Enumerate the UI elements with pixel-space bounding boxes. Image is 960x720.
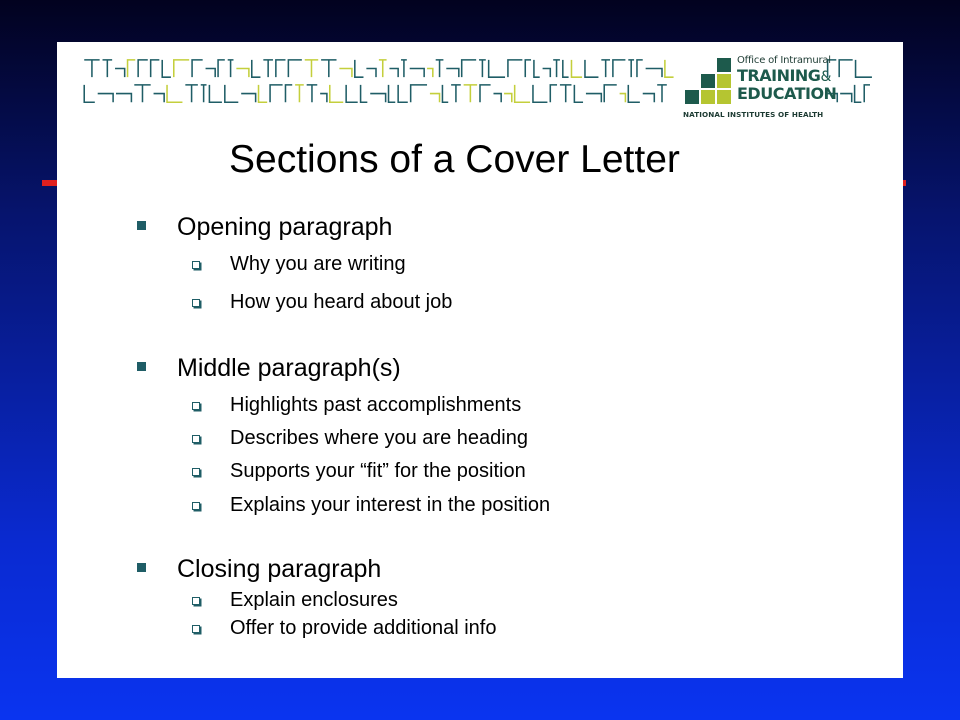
pattern-stroke: [411, 85, 427, 102]
pattern-stroke: [604, 85, 617, 102]
pattern-stroke: [370, 94, 385, 103]
pattern-stroke: [657, 85, 667, 102]
pattern-stroke: [201, 85, 207, 102]
pattern-stroke: [574, 85, 583, 102]
logo-wordmark: [737, 54, 836, 102]
logo-ampersand: &: [820, 69, 831, 85]
pattern-stroke: [162, 60, 171, 77]
pattern-stroke: [665, 60, 674, 77]
pattern-stroke: [534, 60, 540, 77]
pattern-stroke: [98, 94, 113, 103]
pattern-stroke: [489, 60, 505, 77]
logo-squares-icon: [683, 56, 733, 106]
pattern-stroke: [295, 85, 304, 102]
pattern-stroke: [270, 85, 283, 102]
pattern-stroke: [515, 85, 530, 102]
list-item-text: Offer to provide additional info: [230, 617, 497, 639]
list-item-text: Explains your interest in the position: [230, 494, 551, 516]
hollow-square-bullet-icon: [192, 502, 200, 510]
pattern-stroke: [84, 85, 95, 102]
pattern-stroke: [225, 85, 238, 102]
pattern-stroke: [585, 60, 598, 77]
list-item: [230, 394, 521, 417]
pattern-stroke: [321, 60, 336, 77]
square-bullet-icon: [137, 221, 146, 230]
section-heading-text: Middle paragraph(s): [177, 354, 401, 382]
pattern-stroke: [493, 94, 501, 103]
hollow-square-bullet-icon: [192, 625, 200, 633]
pattern-stroke: [601, 60, 610, 77]
pattern-stroke: [508, 60, 522, 77]
logo-education-text: EDUCATION: [737, 84, 837, 103]
hollow-square-bullet-icon: [192, 468, 200, 476]
pattern-stroke: [346, 85, 358, 102]
pattern-stroke: [276, 60, 286, 77]
pattern-stroke: [410, 69, 424, 78]
pattern-stroke: [84, 60, 99, 77]
hollow-square-bullet-icon: [192, 402, 200, 410]
list-item: [230, 617, 496, 640]
pattern-stroke: [446, 69, 459, 78]
red-accent-left: [42, 180, 58, 186]
logo-office-text: Office of Intramural: [737, 55, 831, 66]
pattern-stroke: [620, 94, 626, 103]
pattern-stroke: [263, 60, 273, 77]
pattern-stroke: [339, 69, 352, 78]
pattern-stroke: [128, 60, 136, 77]
hollow-square-bullet-icon: [192, 597, 200, 605]
list-item-text: Highlights past accomplishments: [230, 394, 522, 416]
pattern-stroke: [533, 85, 547, 102]
pattern-stroke: [209, 85, 222, 102]
pattern-stroke: [451, 85, 461, 102]
pattern-stroke: [236, 69, 249, 78]
list-item-text: Why you are writing: [230, 253, 406, 275]
pattern-stroke: [864, 85, 870, 102]
pattern-stroke: [167, 85, 182, 102]
section-heading-closing: [177, 555, 381, 584]
square-bullet-icon: [137, 362, 146, 371]
pattern-stroke: [134, 85, 150, 102]
pattern-stroke: [138, 60, 148, 77]
section-heading-text: Closing paragraph: [177, 555, 382, 583]
pattern-stroke: [442, 85, 448, 102]
slide-panel: [57, 42, 903, 678]
pattern-stroke: [563, 60, 569, 77]
pattern-stroke: [637, 60, 643, 77]
pattern-stroke: [320, 94, 327, 103]
pattern-stroke: [174, 60, 189, 77]
pattern-stroke: [464, 85, 477, 102]
pattern-stroke: [206, 69, 216, 78]
pattern-stroke: [543, 69, 551, 78]
pattern-stroke: [218, 60, 225, 77]
section-heading-opening: [177, 213, 392, 242]
logo-nih-text: NATIONAL INSTITUTES OF HEALTH: [683, 110, 824, 119]
pattern-stroke: [228, 60, 234, 77]
pattern-stroke: [856, 60, 872, 77]
pattern-stroke: [361, 85, 368, 102]
pattern-stroke: [479, 60, 486, 77]
pattern-stroke: [288, 60, 301, 77]
pattern-stroke: [643, 94, 655, 103]
pattern-stroke: [252, 60, 261, 77]
pattern-stroke: [285, 85, 292, 102]
list-item: [230, 460, 526, 483]
pattern-stroke: [427, 69, 433, 78]
hollow-square-bullet-icon: [192, 435, 200, 443]
pattern-stroke: [116, 94, 131, 103]
pattern-stroke: [480, 85, 491, 102]
pattern-stroke: [241, 94, 255, 103]
list-item: [230, 291, 452, 314]
pattern-stroke: [389, 69, 398, 78]
pattern-stroke: [379, 60, 387, 77]
pattern-stroke: [553, 60, 560, 77]
pattern-stroke: [525, 60, 531, 77]
pattern-stroke: [192, 60, 203, 77]
list-item: [230, 427, 528, 450]
pattern-stroke: [103, 60, 113, 77]
square-bullet-icon: [137, 563, 146, 572]
hollow-square-bullet-icon: [192, 261, 200, 269]
pattern-stroke: [389, 85, 396, 102]
pattern-stroke: [330, 85, 343, 102]
pattern-stroke: [305, 60, 318, 77]
pattern-stroke: [430, 94, 440, 103]
logo-training-line: [737, 68, 836, 85]
pattern-stroke: [398, 85, 408, 102]
list-item-text: Explain enclosures: [230, 589, 398, 611]
section-heading-middle: [177, 354, 401, 383]
list-item-text: Describes where you are heading: [230, 427, 528, 449]
pattern-stroke: [151, 60, 160, 77]
pattern-stroke: [259, 85, 268, 102]
pattern-stroke: [504, 94, 512, 103]
pattern-stroke: [550, 85, 557, 102]
list-item: [230, 589, 398, 612]
pattern-stroke: [436, 60, 444, 77]
pattern-stroke: [307, 85, 318, 102]
pattern-stroke: [462, 60, 476, 77]
pattern-stroke: [185, 85, 198, 102]
pattern-stroke: [366, 69, 376, 78]
pattern-stroke: [115, 69, 125, 78]
logo-training-text: TRAINING: [737, 66, 821, 85]
pattern-stroke: [355, 60, 364, 77]
section-heading-text: Opening paragraph: [177, 213, 393, 241]
list-item: [230, 253, 406, 276]
slide-title: Sections of a Cover Letter: [229, 138, 680, 181]
pattern-stroke: [154, 94, 165, 103]
pattern-stroke: [571, 60, 582, 77]
oite-logo: [683, 54, 857, 120]
pattern-stroke: [560, 85, 572, 102]
pattern-stroke: [628, 60, 634, 77]
pattern-stroke: [613, 60, 626, 77]
hollow-square-bullet-icon: [192, 299, 200, 307]
pattern-stroke: [401, 60, 407, 77]
list-item-text: Supports your “fit” for the position: [230, 460, 526, 482]
list-item: [230, 494, 550, 517]
pattern-stroke: [646, 69, 662, 78]
list-item-text: How you heard about job: [230, 291, 453, 313]
pattern-stroke: [628, 85, 640, 102]
pattern-stroke: [586, 94, 601, 103]
